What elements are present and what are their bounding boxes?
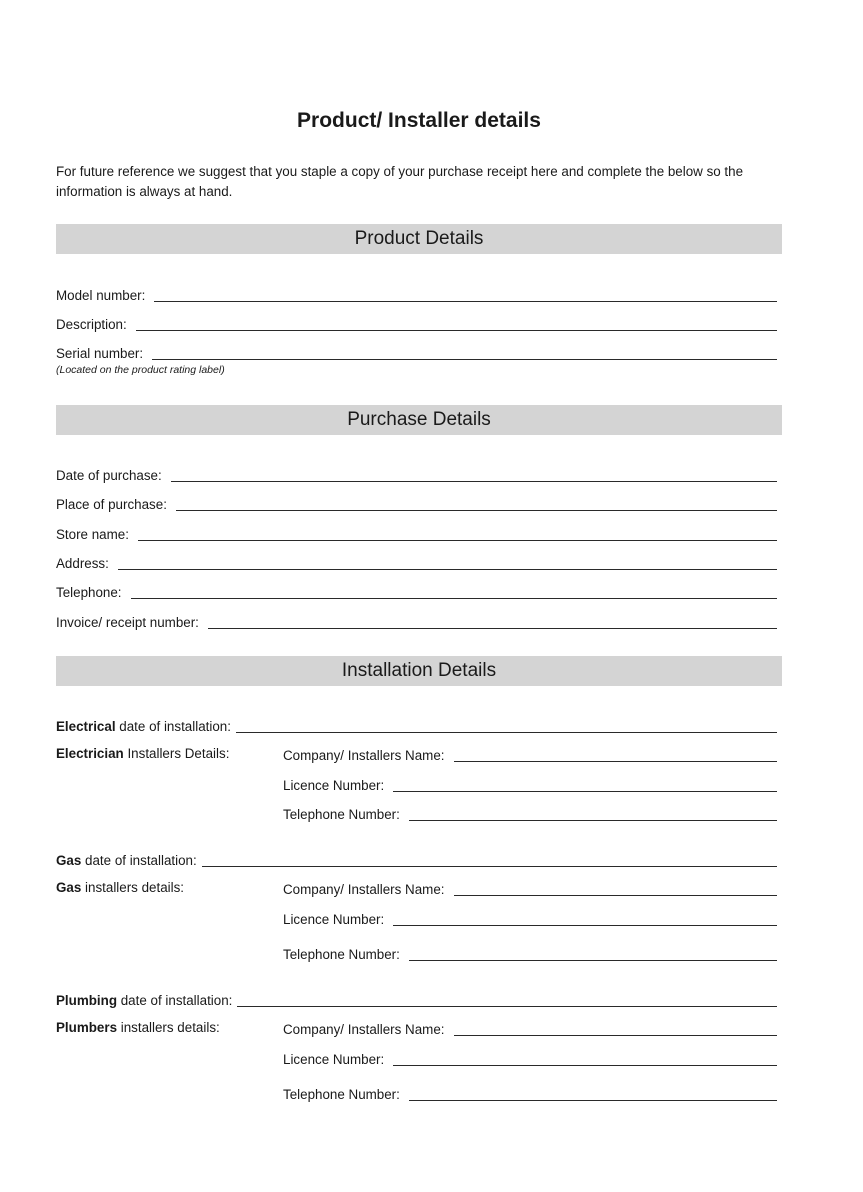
- electrician-company-line[interactable]: [454, 761, 778, 762]
- invoice-number-field[interactable]: [56, 612, 777, 630]
- model-number-field[interactable]: [56, 285, 777, 303]
- gas-keyword: Gas: [56, 853, 82, 868]
- gas-date-line[interactable]: [202, 866, 777, 867]
- electrician-company-label: Company/ Installers Name:: [283, 748, 445, 763]
- page-title: Product/ Installer details: [297, 109, 541, 132]
- address-field[interactable]: [56, 553, 777, 571]
- invoice-number-label: Invoice/ receipt number:: [56, 615, 199, 630]
- electrician-telephone-label: Telephone Number:: [283, 807, 400, 822]
- electrical-date-field[interactable]: [56, 716, 777, 734]
- plumbers-keyword: Plumbers: [56, 1020, 118, 1035]
- plumber-licence-label: Licence Number:: [283, 1052, 385, 1067]
- serial-number-label: Serial number:: [56, 346, 144, 361]
- invoice-number-line[interactable]: [208, 628, 777, 629]
- gas-licence-label: Licence Number:: [283, 912, 385, 927]
- gas-date-field[interactable]: [56, 850, 777, 868]
- gas-company-line[interactable]: [454, 895, 778, 896]
- electrician-details-text: Installers Details:: [123, 746, 230, 761]
- electrical-date-label: [56, 719, 231, 734]
- plumbing-date-text: date of installation:: [117, 993, 233, 1008]
- plumbing-date-field[interactable]: [56, 990, 777, 1008]
- address-line[interactable]: [118, 569, 777, 570]
- plumbers-details-text: installers details:: [117, 1020, 220, 1035]
- gas-licence-field[interactable]: [283, 909, 777, 927]
- serial-number-note: (Located on the product rating label): [56, 364, 225, 376]
- serial-number-field[interactable]: [56, 343, 777, 361]
- plumber-company-line[interactable]: [454, 1035, 778, 1036]
- store-name-label: Store name:: [56, 527, 129, 542]
- store-name-line[interactable]: [138, 540, 777, 541]
- telephone-line[interactable]: [131, 598, 777, 599]
- model-number-line[interactable]: [154, 301, 777, 302]
- plumber-telephone-label: Telephone Number:: [283, 1087, 400, 1102]
- description-line[interactable]: [136, 330, 777, 331]
- plumber-licence-line[interactable]: [393, 1065, 777, 1066]
- telephone-field[interactable]: [56, 582, 777, 600]
- plumbers-details-label: [56, 1020, 220, 1035]
- date-of-purchase-field[interactable]: [56, 465, 777, 483]
- gas-details-text: installers details:: [81, 880, 185, 895]
- plumbing-date-label: [56, 993, 232, 1008]
- electrician-licence-label: Licence Number:: [283, 778, 385, 793]
- place-of-purchase-label: Place of purchase:: [56, 497, 167, 512]
- plumber-telephone-line[interactable]: [409, 1100, 777, 1101]
- address-label: Address:: [56, 556, 109, 571]
- description-field[interactable]: [56, 314, 777, 332]
- electrical-keyword: Electrical: [56, 719, 116, 734]
- product-details-heading: Product Details: [56, 224, 782, 254]
- electrical-date-line[interactable]: [236, 732, 777, 733]
- electrician-licence-field[interactable]: [283, 775, 777, 793]
- telephone-label: Telephone:: [56, 585, 122, 600]
- electrician-licence-line[interactable]: [393, 791, 777, 792]
- electrician-keyword: Electrician: [56, 746, 124, 761]
- gas-company-label: Company/ Installers Name:: [283, 882, 445, 897]
- model-number-label: Model number:: [56, 288, 146, 303]
- plumber-licence-field[interactable]: [283, 1049, 777, 1067]
- plumber-company-label: Company/ Installers Name:: [283, 1022, 445, 1037]
- gas-telephone-field[interactable]: [283, 944, 777, 962]
- electrician-details-label: [56, 746, 229, 761]
- purchase-details-heading: Purchase Details: [56, 405, 782, 435]
- gas-licence-line[interactable]: [393, 925, 777, 926]
- intro-text: For future reference we suggest that you staple a copy of your purchase receipt here and complete the below so the information is always at hand.: [56, 164, 744, 199]
- description-label: Description:: [56, 317, 127, 332]
- date-of-purchase-line[interactable]: [171, 481, 777, 482]
- place-of-purchase-line[interactable]: [176, 510, 777, 511]
- gas-company-field[interactable]: [283, 879, 777, 897]
- place-of-purchase-field[interactable]: [56, 494, 777, 512]
- store-name-field[interactable]: [56, 524, 777, 542]
- gas-details-label: [56, 880, 184, 895]
- gas-telephone-line[interactable]: [409, 960, 777, 961]
- gas-installer-keyword: Gas: [56, 880, 82, 895]
- date-of-purchase-label: Date of purchase:: [56, 468, 162, 483]
- plumber-telephone-field[interactable]: [283, 1084, 777, 1102]
- gas-date-label: [56, 853, 197, 868]
- plumber-company-field[interactable]: [283, 1019, 777, 1037]
- electrician-company-field[interactable]: [283, 745, 777, 763]
- plumbing-keyword: Plumbing: [56, 993, 117, 1008]
- gas-date-text: date of installation:: [81, 853, 197, 868]
- electrician-telephone-field[interactable]: [283, 804, 777, 822]
- serial-number-line[interactable]: [152, 359, 777, 360]
- installation-details-heading: Installation Details: [56, 656, 782, 686]
- electrician-telephone-line[interactable]: [409, 820, 777, 821]
- gas-telephone-label: Telephone Number:: [283, 947, 400, 962]
- plumbing-date-line[interactable]: [237, 1006, 777, 1007]
- electrical-date-text: date of installation:: [115, 719, 231, 734]
